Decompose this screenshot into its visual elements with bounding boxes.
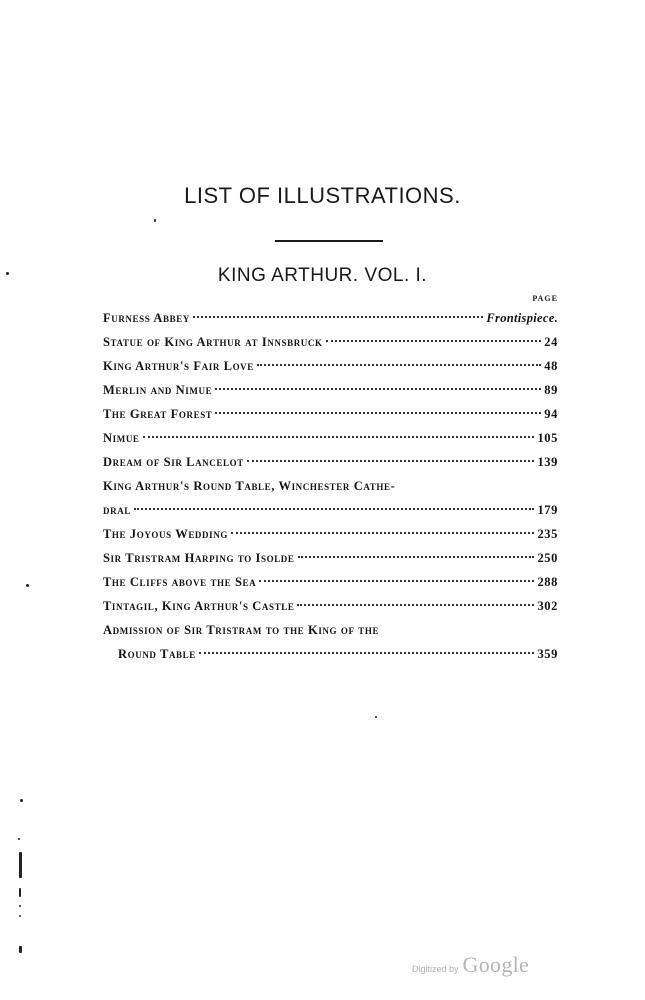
entry-page: 24 — [544, 335, 558, 349]
entry-page: 139 — [537, 455, 558, 469]
scan-speck — [26, 584, 29, 587]
section-title: KING ARTHUR. VOL. I. — [217, 265, 428, 286]
leader-dots — [259, 580, 534, 582]
entry-page: 302 — [537, 599, 558, 613]
leader-dots — [297, 604, 534, 606]
scan-speck — [18, 838, 20, 840]
leader-dots — [134, 508, 535, 510]
list-item — [103, 594, 558, 618]
leader-dots — [193, 316, 483, 318]
list-item-first-line: Admission of Sir Tristram to the King of the — [103, 623, 380, 637]
scan-speck — [19, 852, 22, 878]
page-column-label: PAGE — [532, 294, 558, 303]
entry-title: Tintagil, King Arthur's Castle — [103, 599, 295, 613]
entry-page: 235 — [537, 527, 558, 541]
leader-dots — [215, 388, 541, 390]
entry-title: Furness Abbey — [103, 311, 190, 325]
entry-page: 179 — [537, 503, 558, 517]
list-item — [103, 330, 558, 354]
leader-dots — [199, 652, 535, 654]
list-item — [103, 546, 558, 570]
entry-title: King Arthur's Fair Love — [103, 359, 254, 373]
leader-dots — [231, 532, 535, 534]
entry-page: 250 — [537, 551, 558, 565]
leader-dots — [247, 460, 535, 462]
leader-dots — [326, 340, 542, 342]
entry-title: The Joyous Wedding — [103, 527, 228, 541]
scan-speck — [154, 219, 156, 222]
scan-speck — [19, 946, 22, 953]
scan-speck — [19, 915, 21, 917]
entry-title: Sir Tristram Harping to Isolde — [103, 551, 295, 565]
entry-page: 105 — [537, 431, 558, 445]
entry-title: Dream of Sir Lancelot — [103, 455, 244, 469]
list-item — [103, 642, 558, 666]
leader-dots — [143, 436, 535, 438]
list-item — [103, 378, 558, 402]
list-item-first-line: King Arthur's Round Table, Winchester Cathe- — [103, 479, 396, 493]
entry-title: Nimue — [103, 431, 140, 445]
scan-speck — [20, 799, 23, 802]
scan-speck — [19, 905, 21, 907]
scan-speck — [19, 888, 21, 897]
watermark-prefix: Digitized by — [412, 964, 459, 974]
entry-page: 359 — [537, 647, 558, 661]
list-item — [103, 570, 558, 594]
leader-dots — [215, 412, 541, 414]
page-title: LIST OF ILLUSTRATIONS. — [184, 183, 461, 208]
scan-speck — [6, 272, 9, 275]
entry-title-continuation: Round Table — [118, 647, 196, 661]
entry-title: The Great Forest — [103, 407, 213, 421]
entry-title: Merlin and Nimue — [103, 383, 213, 397]
list-item — [103, 450, 558, 474]
leader-dots — [257, 364, 541, 366]
entry-title: Statue of King Arthur at Innsbruck — [103, 335, 323, 349]
entry-page: 89 — [544, 383, 558, 397]
list-item — [103, 498, 558, 522]
entry-page: 288 — [537, 575, 558, 589]
title-rule — [275, 240, 383, 242]
list-item — [103, 354, 558, 378]
list-item — [103, 402, 558, 426]
list-item — [103, 426, 558, 450]
entry-title: The Cliffs above the Sea — [103, 575, 257, 589]
entry-page: 48 — [544, 359, 558, 373]
entry-title-continuation: dral — [103, 503, 131, 517]
entry-page: 94 — [544, 407, 558, 421]
google-logo-text: Google — [462, 952, 530, 977]
scan-speck — [375, 716, 377, 718]
list-item — [103, 306, 558, 330]
list-item — [103, 522, 558, 546]
illustrations-list — [103, 306, 558, 666]
entry-page: Frontispiece. — [486, 311, 558, 325]
google-watermark — [412, 952, 552, 982]
leader-dots — [298, 556, 535, 558]
